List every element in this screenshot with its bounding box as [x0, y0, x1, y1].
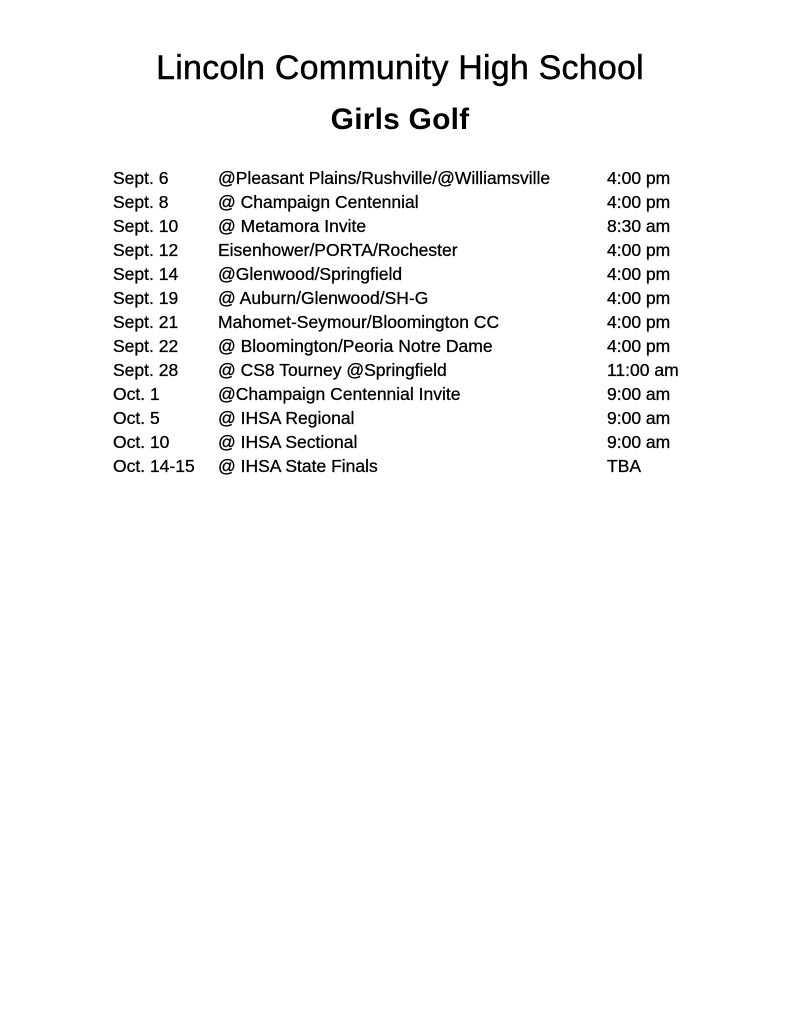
- page-title: Lincoln Community High School: [156, 49, 644, 87]
- row-time: 4:00 pm: [607, 240, 671, 260]
- row-time: 9:00 am: [607, 432, 671, 452]
- schedule-row: [113, 238, 693, 262]
- page-subtitle: Girls Golf: [330, 103, 470, 136]
- row-date: Oct. 10: [113, 432, 170, 452]
- schedule-row: [113, 262, 693, 286]
- schedule-row: [113, 286, 693, 310]
- row-time: 8:30 am: [607, 216, 671, 236]
- row-date: Sept. 8: [113, 192, 169, 212]
- schedule-row: [113, 166, 693, 190]
- row-opponent: @ Metamora Invite: [218, 216, 367, 236]
- row-time: 4:00 pm: [607, 288, 671, 308]
- schedule-table: [113, 166, 693, 478]
- row-time: 4:00 pm: [607, 192, 671, 212]
- row-date: Oct. 5: [113, 408, 160, 428]
- row-opponent: @ Auburn/Glenwood/SH-G: [218, 288, 429, 308]
- row-date: Sept. 21: [113, 312, 179, 332]
- row-time: TBA: [607, 456, 642, 476]
- row-date: Sept. 28: [113, 360, 179, 380]
- row-opponent: @ Champaign Centennial: [218, 192, 419, 212]
- row-opponent: @ CS8 Tourney @Springfield: [218, 360, 447, 380]
- row-date: Oct. 1: [113, 384, 160, 404]
- row-time: 4:00 pm: [607, 312, 671, 332]
- row-opponent: @ IHSA State Finals: [218, 456, 378, 476]
- row-time: 4:00 pm: [607, 336, 671, 356]
- schedule-row: [113, 406, 693, 430]
- row-time: 4:00 pm: [607, 168, 671, 188]
- row-opponent: @ IHSA Regional: [218, 408, 355, 428]
- schedule-row: [113, 358, 693, 382]
- row-date: Sept. 14: [113, 264, 179, 284]
- row-opponent: @Glenwood/Springfield: [218, 264, 403, 284]
- row-opponent: Eisenhower/PORTA/Rochester: [218, 240, 458, 260]
- row-date: Sept. 19: [113, 288, 179, 308]
- row-date: Sept. 22: [113, 336, 179, 356]
- row-opponent: @ Bloomington/Peoria Notre Dame: [218, 336, 493, 356]
- row-opponent: @ IHSA Sectional: [218, 432, 358, 452]
- row-opponent: @Pleasant Plains/Rushville/@Williamsville: [218, 168, 551, 188]
- schedule-row: [113, 190, 693, 214]
- row-date: Sept. 10: [113, 216, 179, 236]
- schedule-row: [113, 214, 693, 238]
- schedule-row: [113, 310, 693, 334]
- schedule-row: [113, 430, 693, 454]
- row-time: 9:00 am: [607, 408, 671, 428]
- row-date: Oct. 14-15: [113, 456, 195, 476]
- row-time: 4:00 pm: [607, 264, 671, 284]
- schedule-row: [113, 334, 693, 358]
- row-date: Sept. 12: [113, 240, 179, 260]
- row-time: 9:00 am: [607, 384, 671, 404]
- schedule-row: [113, 454, 693, 478]
- schedule-row: [113, 382, 693, 406]
- row-opponent: Mahomet-Seymour/Bloomington CC: [218, 312, 500, 332]
- row-opponent: @Champaign Centennial Invite: [218, 384, 461, 404]
- row-date: Sept. 6: [113, 168, 169, 188]
- row-time: 11:00 am: [607, 360, 679, 380]
